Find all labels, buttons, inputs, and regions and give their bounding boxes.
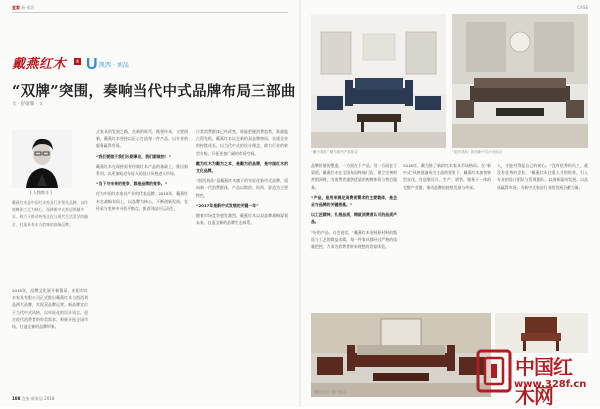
photo-caption-3: “戴为红木” 客厅组合 [313, 390, 346, 394]
header-brand: 宜家 [12, 5, 20, 10]
col4-pullquote-1: “产品，是用来满足消费者需求的主要载体，是企业与品牌的关键根基。” [311, 194, 397, 208]
page-number: 108 [12, 396, 21, 401]
photo-living-room-blue [311, 14, 446, 148]
page-footer-left [12, 396, 54, 402]
site-watermark [474, 345, 590, 408]
photo-caption-2: “凯西刘品” 凯西新中式沙发组合 [452, 150, 503, 154]
col2-paragraph-b: 戴燕红木在保持原有经典红木产品的基础上，推出新系列，以更加贴近年轻人的设计风格进入市场。 [96, 163, 188, 177]
col2-paragraph-c: 作为中国红木家具产业的代表品牌，2018年，戴燕红木在战略布局上，以品牌为核心，不断创新发展，在传承与变革中寻找平衡点，凯西刘品应运而生。 [96, 191, 188, 211]
brand-logo-text: 戴燕红木 [12, 57, 67, 72]
watermark-url: www.328f.cn [514, 379, 587, 390]
portrait-caption: [ 人物简介 ] [30, 190, 52, 195]
brand2-mark-icon: U [86, 56, 98, 73]
watermark-site-name: 中国红木网 [515, 355, 572, 408]
photo-living-room-redwood [311, 313, 491, 397]
magazine-name: 宜家·新家居 2018 [21, 396, 55, 401]
col3-paragraph-a: 日常消费群体已经改变，谁能把握消费趋势，谁就能占得先机。戴燕红木以全新的双品牌格局，实现企业的持续成长，以当代中式的设计理念，助力行业的转型升级，开拓更加广阔的市场空间。 [196, 129, 288, 156]
brand-logo-daiyan [12, 56, 80, 73]
article-author: 文 · 舒敏馨 · 文 [12, 102, 44, 107]
watermark-logo-icon [476, 349, 512, 393]
col2-pullquote-1: “我们要做于我们长期事业，我们都做的！” [96, 153, 172, 159]
col4-pullquote-2: 以工匠精神，扎根品质，铸就消费者认可的品质产品。 [311, 212, 397, 225]
col2-pullquote-2: “当下与未来的竞争，都是品牌的竞争。” [96, 181, 168, 187]
text-column-2 [96, 128, 188, 390]
col3-pullquote-1: 戴为红木为戴为之本，是戴为的品牌，是中国红木的文化品牌。 [196, 160, 288, 174]
text-column-6: 入，才能对得起自己的初心。“没有优秀的员工，就没有优秀的企业。”戴燕红木注重人才的培养，引入专业的设计团队与管理团队，以创新驱动发展，以品质赢得市场，为新中式家居行业的发展贡献力量。 [497, 163, 588, 190]
photo-caption-1: “戴为刘品” 戴为系列产品组合 [311, 150, 358, 154]
col2-paragraph-a: 式家具的发展之路，在新的时代，既要传承，又要创新。戴燕红木坚持以匠心打造每一件产品，以专业的服务赢得市场。 [96, 129, 188, 149]
col3-pullquote-2: “2017年是新中式发展的关键一年” [196, 202, 259, 208]
col3-paragraph-b: “凯西刘品”是戴燕红木旗下的年轻化新中式品牌，面向新一代消费群体，产品以简约、时尚、舒适为主要特色。 [196, 178, 288, 198]
col3-paragraph-c: 随着市场竞争愈发激烈，戴燕红木以双品牌战略谋划未来，打造全新的品牌生态体系。 [196, 213, 288, 226]
header-section: 新·家居 [21, 5, 35, 10]
text-column-1: 2018年，品牌文化展开新篇章，东阳市红木家具有限公司正式推出戴燕红木与凯西刘品两大品牌，实现双品牌运营。新品牌定位于当代中式风格，以年轻化的设计语言，迎合现代消费者的审美需求，积极开拓全国市场，打造全新的品牌形象。 [12, 288, 88, 330]
author-portrait [12, 130, 72, 188]
header-left [12, 5, 35, 11]
text-column-3 [196, 128, 288, 390]
col4-paragraph-b: “好的产品，自会说话。”戴燕红木坚持原材料的甄选与工艺的精益求精，每一件家具都经过严格的质量把控，力求为消费者带来理想的居家体验。 [311, 229, 397, 250]
author-bio: 戴燕红木是中国红木家具行业领先品牌，以传统榫卯工艺为核心，深耕新中式家居领域多年，致力于推动传统文化与现代生活美学的融合，打造具有东方韵味的高端品牌。 [12, 200, 88, 227]
text-column-4 [311, 162, 397, 310]
header-rule [12, 12, 288, 13]
brand-logo-kaixi [86, 56, 130, 73]
header-right: CASE [577, 5, 588, 10]
photo-living-room-modern [452, 14, 588, 148]
brand-seal-icon: ® [75, 59, 80, 64]
text-column-5: 2018年，戴为推了新的红木家具市场格局。在“新中式”风格逐渐成为主流的背景下，戴燕红木加快转型步伐，打造集设计、生产、销售、服务于一体的完整产业链，推动品牌的持续发展与传承。 [403, 163, 491, 190]
brand2-logo-text: 凯西 · 刘品 [99, 62, 129, 69]
col4-paragraph-a: 品牌价值的塑造，一方面在于产品，另一方面在于渠道。戴燕红木在全国布局终端门店，建立完善的营销网络，为消费者提供优质的购物体验与售后服务。 [311, 163, 397, 190]
page-gutter [299, 0, 301, 407]
article-title: “双牌”突围，奏响当代中式品牌布局三部曲 [12, 83, 296, 100]
